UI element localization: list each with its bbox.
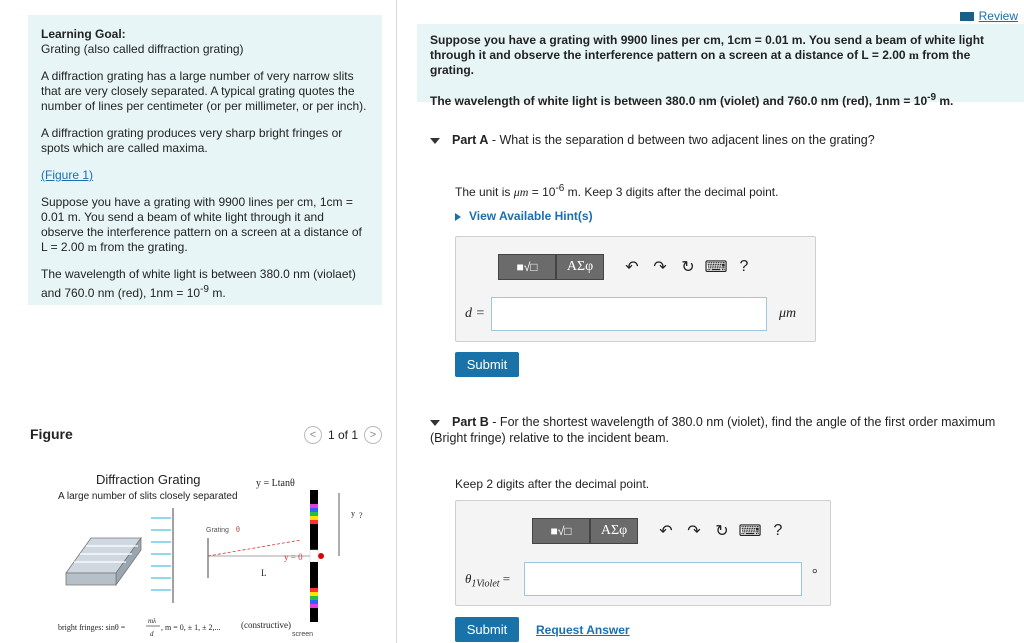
part-b-answer-input[interactable]: [524, 562, 802, 596]
greek-symbols-button[interactable]: AΣφ: [590, 518, 638, 544]
grating-slab: [66, 538, 141, 585]
diagram-title: Diffraction Grating: [96, 472, 201, 487]
keyboard-icon[interactable]: ⌨: [738, 523, 762, 540]
part-b-submit-button[interactable]: Submit: [455, 617, 519, 642]
formula-m: , m = 0, ± 1, ± 2,...: [161, 623, 221, 632]
view-hints-link[interactable]: View Available Hint(s): [455, 209, 593, 223]
incident-beam: [151, 518, 171, 590]
screen-spectrum: [310, 490, 318, 622]
part-b-header[interactable]: Part B - For the shortest wavelength of 380.0 nm (violet), find the angle of the first order maximum (Bright fringe) relative to the incident beam.: [430, 415, 996, 445]
formula-den: d: [150, 630, 154, 638]
learning-goal-para2: A diffraction grating produces very sharp bright fringes or spots which are called maxima.: [41, 126, 343, 155]
column-divider: [396, 0, 397, 643]
templates-button[interactable]: ■√□: [498, 254, 556, 280]
part-a-submit-button[interactable]: Submit: [455, 352, 519, 377]
ym-label: y: [351, 509, 355, 518]
figure-header: [30, 424, 382, 448]
learning-goal-title: Learning Goal:: [41, 27, 126, 41]
diffraction-grating-figure: [56, 468, 376, 643]
formula-left: bright fringes: sinθ =: [58, 623, 126, 632]
figure-title: Figure: [30, 426, 73, 442]
part-a-note: The unit is $\mu m = 10^{-6}$ m. Keep 3 digits after the decimal point.: [455, 183, 779, 199]
learning-goal-para1: A diffraction grating has a large number of very narrow slits that are very closely separated. A typical grating quotes the number of lines per centimeter (or per millimeter, or per inch).: [41, 69, 367, 113]
redo-icon[interactable]: ↷: [653, 259, 667, 276]
greek-symbols-button[interactable]: AΣφ: [556, 254, 604, 280]
part-a-unit: μm: [779, 306, 797, 321]
request-answer-link[interactable]: Request Answer: [536, 623, 630, 637]
help-icon[interactable]: ?: [739, 258, 749, 275]
formula-right: (constructive): [241, 620, 291, 630]
figure-link[interactable]: (Figure 1): [41, 168, 94, 182]
learning-goal-para3: Suppose you have a grating with 9900 lines per cm, 1cm = 0.01 m. You send a beam of white light through it and observe the interference pattern on a screen at a distance of L = 2.00 m from the grating.: [41, 195, 362, 254]
diagram-subtitle: A large number of slits closely separated: [58, 491, 238, 502]
part-a-toolbar: [498, 254, 758, 280]
reset-icon[interactable]: ↻: [681, 259, 695, 276]
prev-figure-button[interactable]: <: [304, 426, 322, 444]
part-a-header[interactable]: Part A - What is the separation d between two adjacent lines on the grating?: [430, 132, 875, 148]
pager-text: 1 of 1: [327, 428, 358, 442]
screen-label: screen: [292, 631, 314, 638]
theta-label: θ: [236, 525, 240, 534]
problem-line2: The wavelength of white light is between 380.0 nm (violet) and 760.0 nm (red), $1nm = 10^{-9}$ m.: [430, 92, 954, 108]
collapse-triangle-icon[interactable]: [430, 138, 440, 144]
formula-num: mλ: [148, 617, 157, 625]
undo-icon[interactable]: ↶: [659, 523, 673, 540]
part-b-note: Keep 2 digits after the decimal point.: [455, 477, 650, 491]
problem-line1: Suppose you have a grating with 9900 lines per cm, 1cm = 0.01 m. You send a beam of white light through it and observe the interference pattern on a screen at a distance of L = 2.00 m from the grating.: [430, 33, 985, 77]
learning-goal-panel: [28, 15, 382, 305]
reset-icon[interactable]: ↻: [715, 523, 729, 540]
y-label: y = Ltanθ: [256, 478, 295, 489]
part-b-unit: °: [812, 567, 818, 582]
part-b-input-label: $\theta_{1Violet}$ =: [465, 571, 511, 590]
collapse-triangle-icon[interactable]: [430, 420, 440, 426]
help-icon[interactable]: ?: [773, 522, 783, 539]
keyboard-icon[interactable]: ⌨: [704, 259, 728, 276]
figure-pager: [304, 426, 382, 444]
undo-icon[interactable]: ↶: [625, 259, 639, 276]
question-mark: ?: [359, 511, 363, 520]
templates-button[interactable]: ■√□: [532, 518, 590, 544]
part-a-answer-input[interactable]: [491, 297, 767, 331]
part-b-toolbar: [532, 518, 792, 544]
review-link[interactable]: Review: [960, 9, 1018, 23]
expand-arrow-icon: [455, 213, 461, 221]
review-icon: [960, 12, 974, 21]
learning-goal-para4: The wavelength of white light is between 380.0 nm (violaet) and 760.0 nm (red), $1nm = 10^{-9}$ m.: [41, 267, 356, 300]
grating-label: Grating: [206, 527, 229, 534]
part-a-input-label: d =: [465, 306, 485, 321]
redo-icon[interactable]: ↷: [687, 523, 701, 540]
learning-goal-subtitle: Grating (also called diffraction grating): [41, 42, 244, 56]
problem-statement: [417, 24, 1024, 108]
L-label: L: [261, 568, 267, 578]
next-figure-button[interactable]: >: [364, 426, 382, 444]
y0-label: y = 0: [284, 552, 303, 562]
